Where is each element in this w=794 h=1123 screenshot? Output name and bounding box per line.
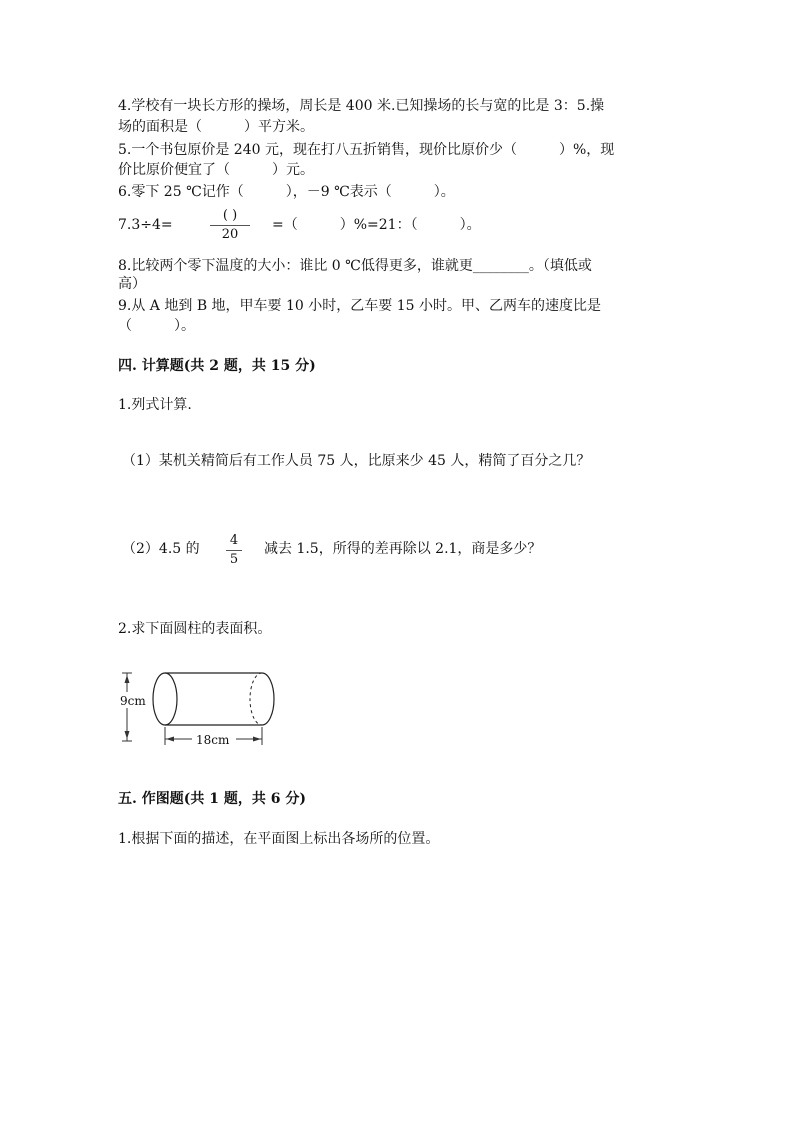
section-4-heading: 四. 计算题(共 2 题，共 15 分)	[118, 358, 316, 374]
question-7-fraction-numerator: ( )	[222, 208, 238, 223]
question-8-line-2: 高）	[118, 276, 146, 292]
cylinder-right-base-front	[262, 673, 274, 725]
section-4-question-1-sub-2-suffix: 减去 1.5，所得的差再除以 2.1，商是多少？	[264, 541, 542, 557]
cylinder-diagram	[118, 665, 283, 750]
length-arrow-right	[253, 737, 261, 742]
fraction-denominator: 5	[229, 552, 239, 567]
question-4-line-2: 场的面积是（ ）平方米。	[118, 119, 314, 135]
section-4-question-1-title: 1.列式计算.	[118, 397, 192, 413]
length-arrow-left	[166, 737, 174, 742]
length-label: 18cm	[196, 733, 230, 747]
question-4-line-1: 4.学校有一块长方形的操场，周长是 400 米.已知操场的长与宽的比是 3：5.操	[118, 98, 605, 114]
question-6: 6.零下 25 ℃记作（ ），－9 ℃表示（ ）。	[118, 184, 455, 200]
cylinder-left-base	[153, 673, 177, 725]
question-7-fraction-denominator: 20	[221, 227, 239, 242]
fraction-bar	[226, 550, 242, 551]
question-7-prefix: 7.3÷4=	[118, 217, 173, 233]
question-7-suffix: =（ ）%=21：（ ）。	[272, 217, 481, 233]
height-label: 9cm	[120, 694, 146, 708]
fraction-numerator: 4	[229, 533, 239, 548]
section-5-question-1-title: 1.根据下面的描述，在平面图上标出各场所的位置。	[118, 831, 440, 847]
section-4-question-1-sub-2-prefix: （2）4.5 的	[122, 541, 200, 557]
cylinder-right-base-hidden	[250, 673, 262, 725]
question-7-fraction-bar	[210, 225, 250, 226]
question-5-line-1: 5.一个书包原价是 240 元，现在打八五折销售，现价比原价少（ ）%，现	[118, 142, 615, 158]
height-arrow-up	[125, 675, 130, 683]
question-9-line-2: （ ）。	[118, 318, 195, 334]
question-8-line-1: 8.比较两个零下温度的大小：谁比 0 ℃低得更多，谁就更________。（填低或	[118, 258, 592, 274]
section-4-question-1-sub-1: （1）某机关精简后有工作人员 75 人，比原来少 45 人，精简了百分之几？	[122, 453, 591, 469]
question-5-line-2: 价比原价便宜了（ ）元。	[118, 162, 314, 178]
question-7-fraction	[210, 208, 250, 243]
section-5-heading: 五. 作图题(共 1 题，共 6 分)	[118, 791, 306, 807]
section-4-question-1-sub-2-fraction	[226, 533, 242, 568]
section-4-question-2-title: 2.求下面圆柱的表面积。	[118, 621, 272, 637]
question-9-line-1: 9.从 A 地到 B 地，甲车要 10 小时，乙车要 15 小时。甲、乙两车的速度比是	[118, 298, 601, 314]
height-arrow-down	[125, 731, 130, 739]
